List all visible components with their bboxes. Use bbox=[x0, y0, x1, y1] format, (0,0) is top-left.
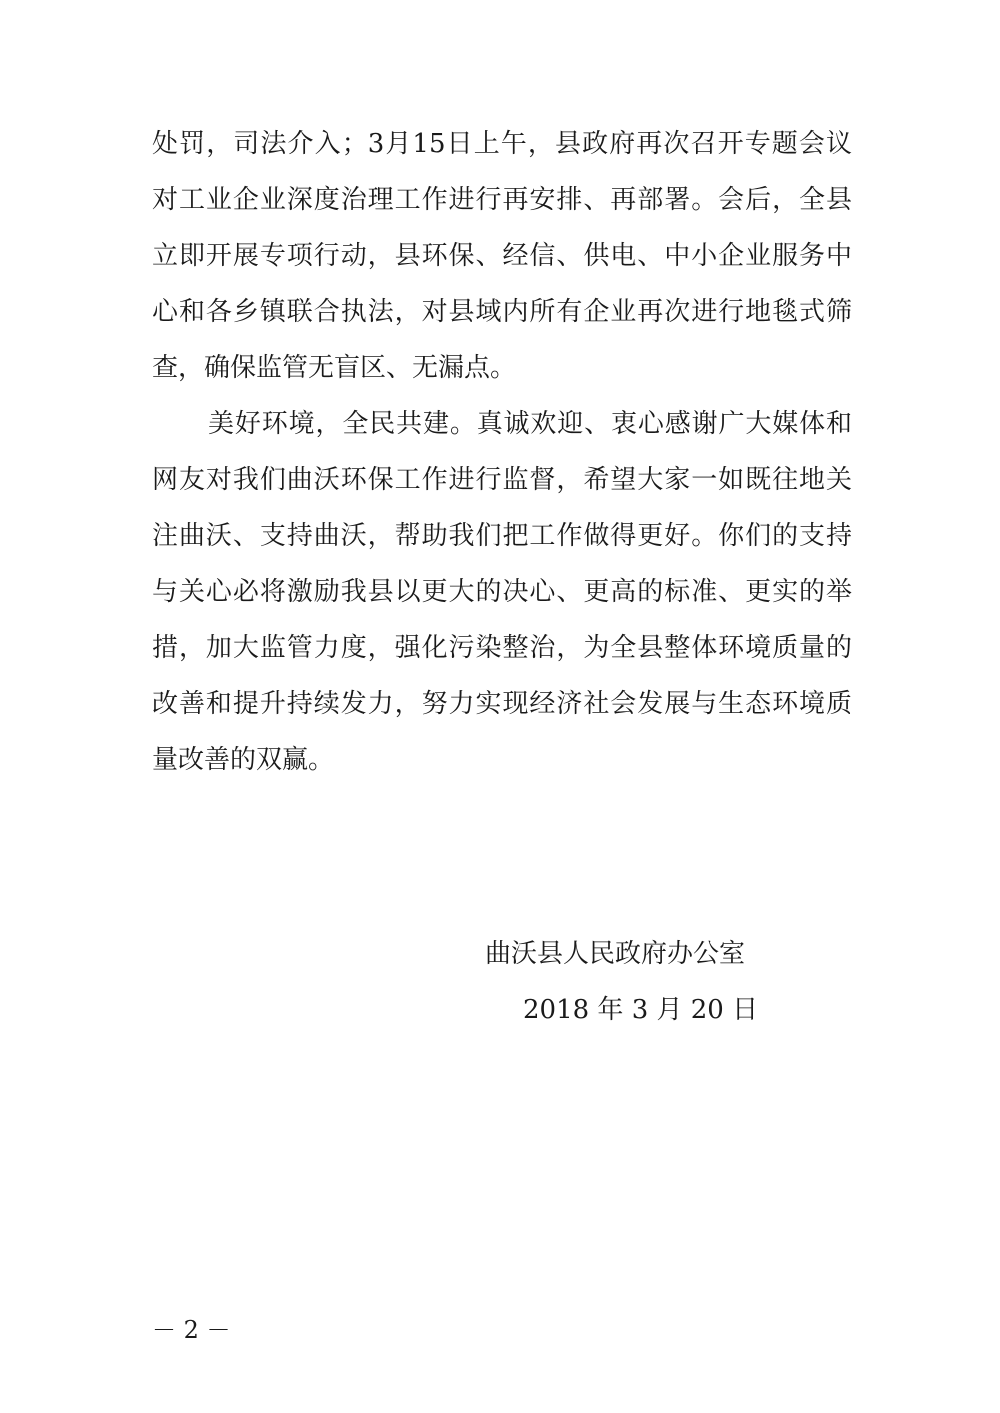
paragraph-2-line-7: 量改善的双赢。 bbox=[152, 745, 335, 775]
paragraph-1-line-4: 心和各乡镇联合执法，对县域内所有企业再次进行地毯式筛 bbox=[152, 297, 852, 327]
paragraph-2-line-5: 措，加大监管力度，强化污染整治，为全县整体环境质量的 bbox=[152, 633, 852, 663]
paragraph-2-line-4: 与关心必将激励我县以更大的决心、更高的标准、更实的举 bbox=[152, 577, 852, 607]
page-number: － 2 － bbox=[152, 1316, 231, 1344]
paragraph-1-line-2: 对工业企业深度治理工作进行再安排、再部署。会后，全县 bbox=[152, 185, 852, 215]
paragraph-2-line-2: 网友对我们曲沃环保工作进行监督，希望大家一如既往地关 bbox=[152, 465, 852, 495]
signature-date: 2018 年 3 月 20 日 bbox=[523, 995, 759, 1025]
paragraph-1-line-5: 查，确保监管无盲区、无漏点。 bbox=[152, 353, 517, 383]
paragraph-1-line-3: 立即开展专项行动，县环保、经信、供电、中小企业服务中 bbox=[152, 241, 852, 271]
paragraph-2-line-1: 美好环境，全民共建。真诚欢迎、衷心感谢广大媒体和 bbox=[208, 409, 852, 439]
signature-organization: 曲沃县人民政府办公室 bbox=[485, 939, 746, 969]
paragraph-2-line-6: 改善和提升持续发力，努力实现经济社会发展与生态环境质 bbox=[152, 689, 852, 719]
paragraph-1-line-1: 处罚，司法介入；3月15日上午，县政府再次召开专题会议 bbox=[152, 129, 852, 159]
paragraph-2-line-3: 注曲沃、支持曲沃，帮助我们把工作做得更好。你们的支持 bbox=[152, 521, 852, 551]
